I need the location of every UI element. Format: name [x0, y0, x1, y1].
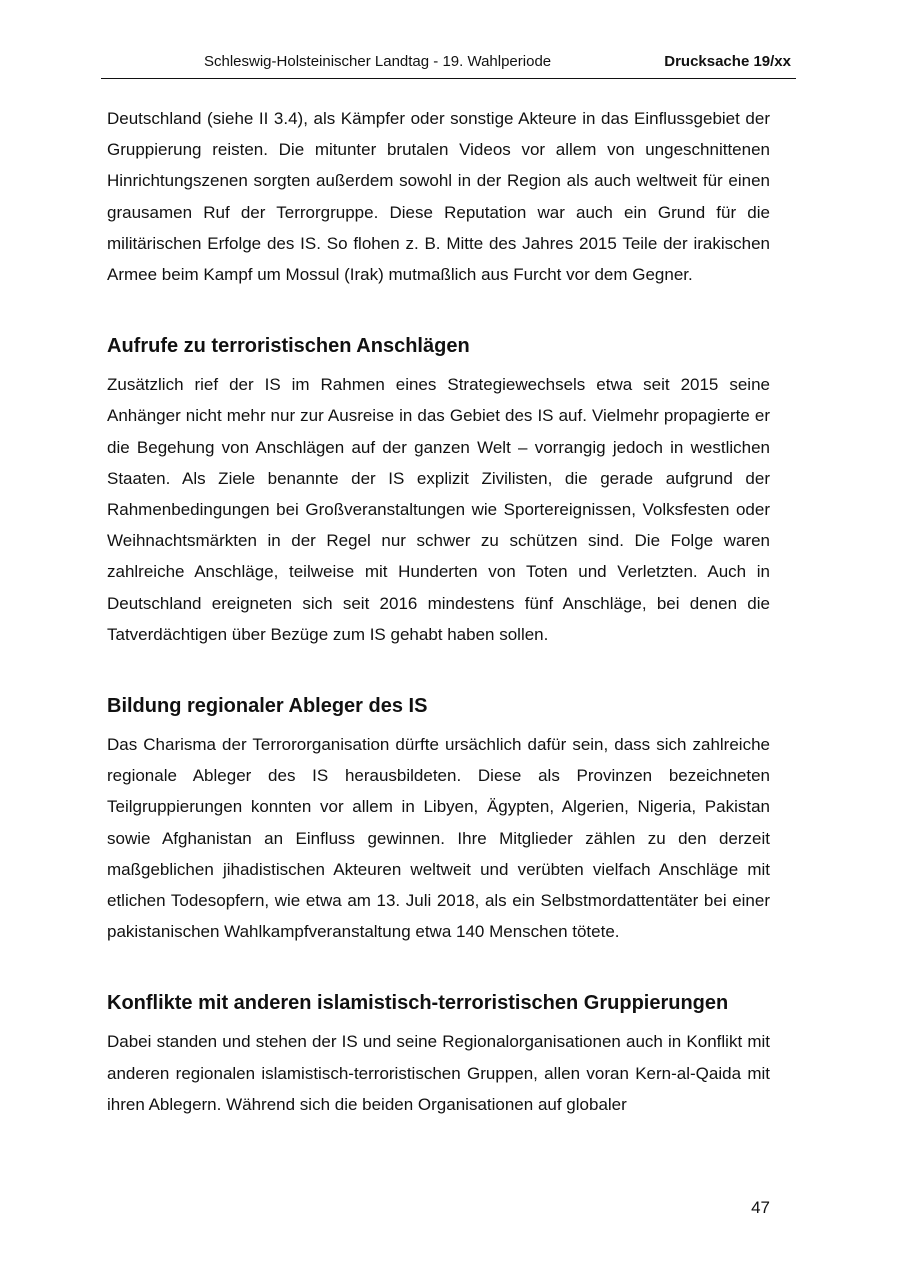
section-paragraph-regional-offshoots: Das Charisma der Terrororganisation dürfte ursächlich dafür sein, dass sich zahlreiche regionale Ableger des IS herausbildeten. Diese als Provinzen bezeichneten Teilgruppierungen konnten vor allem in Libyen, Ägypten, Algerien, Nigeria, Pakistan sowie Afghanistan an Einfluss gewinnen. Ihre Mitglieder zählen zu den derzeit maßgeblichen jihadistischen Akteuren weltweit und verübten vielfach Anschläge mit etlichen Todesopfern, wie etwa am 13. Juli 2018, als ein Selbstmordattentäter bei einer pakistanischen Wahlkampfveranstaltung etwa 140 Menschen tötete.	[107, 735, 770, 942]
header-title: Schleswig-Holsteinischer Landtag - 19. Wahlperiode	[204, 53, 552, 70]
section-heading-conflicts: Konflikte mit anderen islamistisch-terroristischen Gruppierungen	[107, 992, 729, 1015]
intro-paragraph: Deutschland (siehe II 3.4), als Kämpfer oder sonstige Akteure in das Einflussgebiet der Gruppierung reisten. Die mitunter brutalen Videos vor allem von ungeschnittenen Hinrichtungszenen sorgten außerdem sowohl in der Region als auch weltweit für einen grausamen Ruf der Terrorgruppe. Diese Reputation war auch ein Grund für die militärischen Erfolge des IS. So flohen z. B. Mitte des Jahres 2015 Teile der irakischen Armee beim Kampf um Mossul (Irak) mutmaßlich aus Furcht vor dem Gegner.	[107, 109, 770, 285]
page-header	[101, 50, 796, 79]
section-heading-regional-offshoots: Bildung regionaler Ableger des IS	[107, 695, 428, 718]
section-paragraph-conflicts: Dabei standen und stehen der IS und seine Regionalorganisationen auch in Konflikt mit anderen regionalen islamistisch-terroristischen Gruppen, allen voran Kern-al-Qaida mit ihren Ablegern. Während sich die beiden Organisationen auf globaler	[107, 1032, 770, 1114]
document-number: Drucksache 19/xx	[664, 53, 791, 70]
page-number: 47	[751, 1198, 770, 1217]
section-heading-attacks: Aufrufe zu terroristischen Anschlägen	[107, 335, 470, 358]
page-content	[107, 103, 770, 1120]
section-paragraph-attacks: Zusätzlich rief der IS im Rahmen eines Strategiewechsels etwa seit 2015 seine Anhänger nicht mehr nur zur Ausreise in das Gebiet des IS auf. Vielmehr propagierte er die Begehung von Anschlägen auf der ganzen Welt – vorrangig jedoch in westlichen Staaten. Als Ziele benannte der IS explizit Zivilisten, die gerade aufgrund der Rahmenbedingungen bei Großveranstaltungen wie Sportereignissen, Volksfesten oder Weihnachtsmärkten in der Regel nur schwer zu schützen sind. Die Folge waren zahlreiche Anschläge, teilweise mit Hunderten von Toten und Verletzten. Auch in Deutschland ereigneten sich seit 2016 mindestens fünf Anschläge, bei denen die Tatverdächtigen über Bezüge zum IS gehabt haben sollen.	[107, 375, 770, 644]
